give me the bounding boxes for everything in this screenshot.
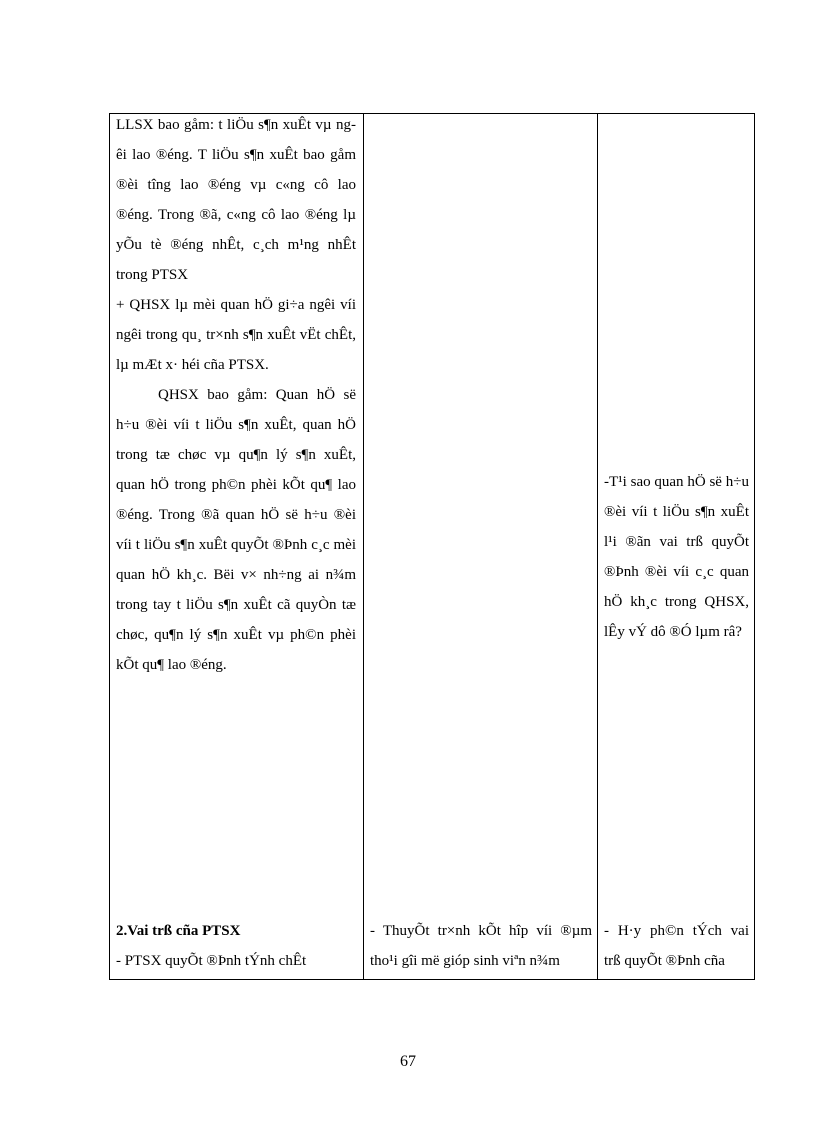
paragraph-qhsx: + QHSX lµ mèi quan hÖ gi÷a ngêi víi ngêi trong qu¸ tr×nh s¶n xuÊt vËt chÊt, lµ mÆt x· héi cña PTSX. [116,297,356,373]
content-cell-col1 [116,110,356,680]
page-number: 67 [400,1053,416,1070]
question-cell-col3 [604,467,749,647]
question-cell-col3-bottom [604,916,749,976]
column-divider-2 [597,114,598,979]
question-ownership: -T¹i sao quan hÖ së h÷u ®èi víi t liÖu s¶n xuÊt l¹i ®ãn vai trß quyÕt ®Þnh ®èi víi c¸c quan hÖ kh¸c trong QHSX, lÊy vÝ dô ®Ó lµm râ? [604,474,749,640]
method-cell-col2 [370,916,592,976]
section-heading: 2.Vai trß cña PTSX [116,923,241,939]
paragraph-llsx: LLSX bao gåm: t liÖu s¶n xuÊt vµ ngêi lao ®éng. T liÖu s¶n xuÊt bao gåm ®èi tîng lao ®éng vµ c«ng cô lao ®éng. Trong ®ã, c«ng cô lao ®éng lµ yÕu tè ®éng nhÊt, c¸ch m¹ng nhÊt trong PTSX [116,117,356,283]
method-text: - ThuyÕt tr×nh kÕt hîp víi ®µm tho¹i gîi më gióp sinh viªn n¾m [370,923,592,969]
question-role: - H·y ph©n tÝch vai trß quyÕt ®Þnh cña [604,923,749,969]
paragraph-qhsx-components: QHSX bao gåm: Quan hÖ së h÷u ®èi víi t liÖu s¶n xuÊt, quan hÖ trong tæ chøc vµ qu¶n lý s¶n xuÊt, quan hÖ trong ph©n phèi kÕt qu¶ lao ®éng. Trong ®ã quan hÖ së h÷u ®èi víi t liÖu s¶n xuÊt quyÕt ®Þnh c¸c mèi quan hÖ kh¸c. Bëi v× nh÷ng ai n¾m trong tay t liÖu s¶n xuÊt cã quyÒn tæ chøc, qu¶n lý s¶n xuÊt vµ ph©n phèi kÕt qu¶ lao ®éng. [116,387,356,673]
column-divider-1 [363,114,364,979]
section-text: - PTSX quyÕt ®Þnh tÝnh chÊt [116,953,307,969]
section-cell-col1 [116,916,356,976]
